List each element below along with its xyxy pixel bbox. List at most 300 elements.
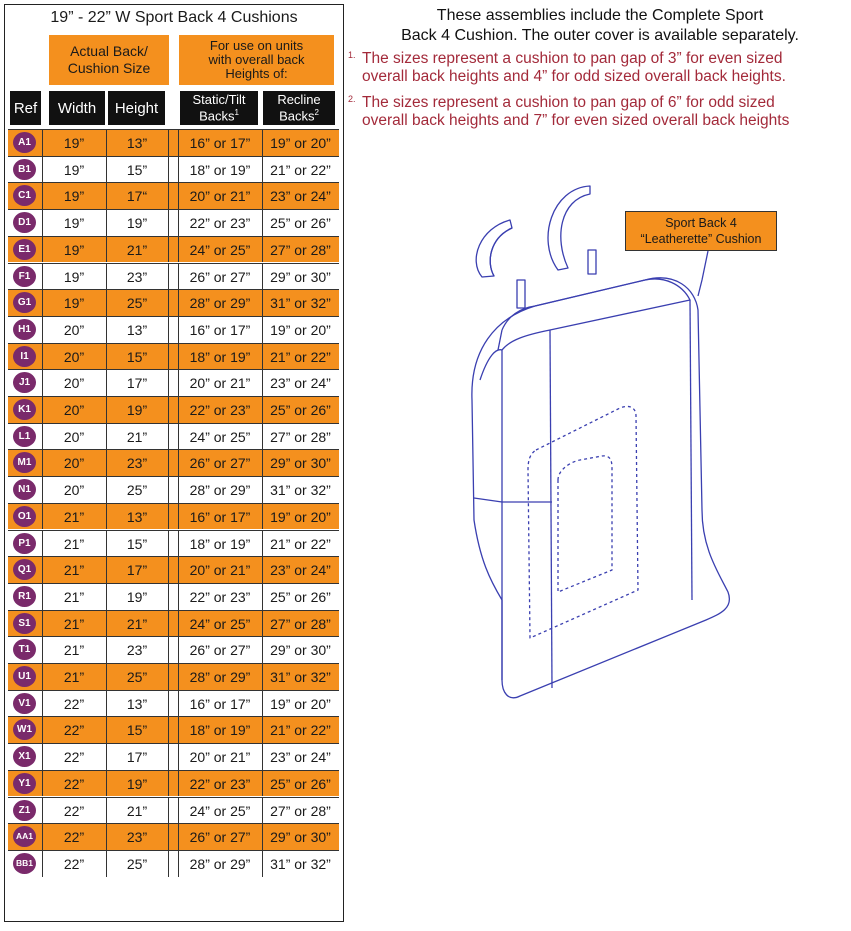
column-divider: [106, 557, 107, 583]
column-divider: [168, 397, 169, 423]
column-divider: [262, 130, 263, 156]
cell-height: 15”: [126, 535, 148, 552]
column-divider: [262, 317, 263, 343]
cell-static: 22” or 23”: [189, 402, 251, 418]
cell-static: 18” or 19”: [189, 161, 251, 178]
ref-badge: Z1: [13, 800, 36, 821]
col-header-ref: Ref: [10, 91, 41, 125]
cell-static: 18” or 19”: [189, 722, 251, 739]
column-divider: [178, 424, 179, 450]
cell-recline: 27” or 28”: [270, 428, 331, 445]
column-divider: [262, 664, 263, 690]
cell-width: 22”: [63, 722, 85, 739]
column-divider: [106, 397, 107, 423]
column-divider: [42, 210, 43, 236]
column-divider: [42, 851, 43, 877]
column-divider: [262, 637, 263, 663]
column-divider: [262, 183, 263, 209]
footnote-1: [348, 50, 850, 86]
column-divider: [106, 157, 107, 183]
cell-static: 20” or 21”: [189, 562, 251, 579]
column-divider: [42, 450, 43, 476]
column-divider: [168, 611, 169, 637]
column-divider: [262, 210, 263, 236]
column-divider: [178, 824, 179, 850]
column-divider: [178, 183, 179, 209]
column-divider: [168, 531, 169, 557]
cell-width: 19”: [63, 241, 85, 258]
column-divider: [106, 664, 107, 690]
table-row: [8, 263, 339, 290]
cell-recline: 25” or 26”: [270, 775, 331, 792]
column-divider: [178, 290, 179, 316]
table-row: [8, 236, 339, 263]
column-divider: [178, 157, 179, 183]
actual-size-header-line1: Actual Back/: [70, 43, 148, 59]
table-row: [8, 850, 339, 877]
column-divider: [168, 344, 169, 370]
column-divider: [168, 691, 169, 717]
column-divider: [262, 397, 263, 423]
cell-recline: 27” or 28”: [270, 241, 331, 258]
column-divider: [106, 531, 107, 557]
cell-width: 21”: [63, 508, 85, 525]
table-row: [8, 770, 339, 797]
cell-static: 26” or 27”: [189, 642, 251, 659]
ref-badge: F1: [13, 266, 36, 287]
column-divider: [178, 531, 179, 557]
column-divider: [42, 397, 43, 423]
cell-static: 24” or 25”: [189, 428, 251, 445]
cell-height: 21”: [126, 802, 148, 819]
column-divider: [178, 370, 179, 396]
column-divider: [106, 317, 107, 343]
cell-static: 28” or 29”: [189, 669, 251, 685]
cell-recline: 27” or 28”: [270, 802, 331, 819]
cell-recline: 25” or 26”: [270, 402, 331, 418]
column-divider: [178, 397, 179, 423]
table-row: [8, 503, 339, 530]
use-header-line1: For use on units: [209, 38, 304, 53]
ref-badge: V1: [13, 693, 36, 714]
column-divider: [168, 798, 169, 824]
column-divider: [42, 424, 43, 450]
actual-size-header-line2: Cushion Size: [67, 60, 151, 76]
column-divider: [168, 584, 169, 610]
cell-recline: 29” or 30”: [270, 268, 331, 285]
ref-badge: I1: [13, 346, 36, 367]
column-divider: [262, 424, 263, 450]
column-divider: [262, 531, 263, 557]
cell-height: 13”: [126, 321, 148, 338]
ref-badge: AA1: [13, 826, 36, 847]
table-row: [8, 449, 339, 476]
column-divider: [106, 691, 107, 717]
use-header-line3: Heights of:: [225, 66, 288, 81]
column-divider: [168, 557, 169, 583]
inner-panel-dashed: [528, 406, 638, 638]
column-divider: [42, 611, 43, 637]
column-divider: [178, 504, 179, 530]
col-header-width: Width: [49, 91, 105, 125]
cell-recline: 19” or 20”: [270, 508, 331, 525]
table-row: [8, 156, 339, 183]
cell-width: 20”: [63, 321, 85, 338]
column-divider: [168, 264, 169, 290]
table-row: [8, 182, 339, 209]
cell-static: 16” or 17”: [189, 135, 251, 151]
column-divider: [168, 824, 169, 850]
cell-width: 22”: [63, 829, 85, 846]
column-divider: [42, 557, 43, 583]
column-divider: [42, 183, 43, 209]
table-row: [8, 823, 339, 850]
column-divider: [106, 611, 107, 637]
column-divider: [106, 637, 107, 663]
column-divider: [178, 611, 179, 637]
column-divider: [262, 477, 263, 503]
ref-badge: L1: [13, 426, 36, 447]
cell-recline: 21” or 22”: [270, 161, 331, 178]
column-divider: [42, 344, 43, 370]
cell-recline: 25” or 26”: [270, 588, 331, 605]
ref-badge: J1: [13, 372, 36, 393]
column-divider: [168, 290, 169, 316]
column-divider: [42, 744, 43, 770]
table-row: [8, 209, 339, 236]
table-row: [8, 556, 339, 583]
cell-static: 20” or 21”: [189, 749, 251, 766]
ref-badge: K1: [13, 399, 36, 420]
cell-width: 20”: [63, 402, 85, 418]
column-divider: [106, 851, 107, 877]
ref-badge: E1: [13, 239, 36, 260]
column-divider: [262, 237, 263, 263]
cell-recline: 31” or 32”: [270, 669, 331, 685]
cell-width: 20”: [63, 482, 85, 499]
column-divider: [178, 317, 179, 343]
column-divider: [168, 664, 169, 690]
cell-static: 24” or 25”: [189, 241, 251, 258]
column-divider: [178, 557, 179, 583]
column-divider: [262, 798, 263, 824]
right-hook: [548, 186, 590, 270]
column-divider: [178, 477, 179, 503]
cell-width: 19”: [63, 295, 85, 312]
cell-recline: 29” or 30”: [270, 829, 331, 846]
column-divider: [178, 344, 179, 370]
cushion-size-table: [4, 4, 344, 922]
cell-height: 25”: [126, 295, 148, 312]
table-row: [8, 610, 339, 637]
cell-width: 21”: [63, 562, 85, 579]
use-header-line2: with overall back: [208, 52, 305, 67]
column-divider: [42, 691, 43, 717]
cell-width: 22”: [63, 749, 85, 766]
cell-width: 22”: [63, 855, 85, 872]
cell-recline: 21” or 22”: [270, 722, 331, 739]
column-divider: [168, 210, 169, 236]
column-divider: [106, 237, 107, 263]
column-divider: [42, 798, 43, 824]
column-divider: [262, 744, 263, 770]
cell-static: 16” or 17”: [189, 695, 251, 712]
column-divider: [178, 798, 179, 824]
cell-height: 17”: [126, 749, 148, 766]
cell-height: 25”: [126, 482, 148, 499]
cell-static: 20” or 21”: [189, 188, 251, 205]
column-divider: [178, 130, 179, 156]
static-tilt-footnote: 1: [234, 108, 239, 118]
cell-static: 18” or 19”: [189, 535, 251, 552]
column-divider: [106, 370, 107, 396]
ref-badge: P1: [13, 533, 36, 554]
cell-width: 21”: [63, 615, 85, 632]
cell-height: 15”: [126, 348, 148, 365]
column-divider: [168, 237, 169, 263]
ref-badge: R1: [13, 586, 36, 607]
column-divider: [42, 664, 43, 690]
column-divider: [106, 824, 107, 850]
col-header-height: Height: [108, 91, 165, 125]
col-header-static-tilt: [180, 91, 258, 125]
cell-height: 19”: [126, 775, 148, 792]
cell-recline: 23” or 24”: [270, 562, 331, 579]
column-divider: [178, 664, 179, 690]
ref-badge: U1: [13, 666, 36, 687]
column-divider: [262, 717, 263, 743]
cell-width: 19”: [63, 188, 85, 205]
ref-badge: H1: [13, 319, 36, 340]
column-divider: [168, 637, 169, 663]
cell-width: 21”: [63, 588, 85, 605]
cell-recline: 23” or 24”: [270, 375, 331, 392]
cell-static: 26” or 27”: [189, 268, 251, 285]
column-divider: [42, 771, 43, 797]
static-tilt-line1: Static/Tilt: [192, 92, 246, 108]
table-row: [8, 369, 339, 396]
cell-width: 20”: [63, 375, 85, 392]
cell-width: 21”: [63, 669, 85, 685]
cell-recline: 31” or 32”: [270, 855, 331, 872]
cell-static: 22” or 23”: [189, 775, 251, 792]
cell-static: 28” or 29”: [189, 482, 251, 499]
column-divider: [42, 157, 43, 183]
static-tilt-line2: Backs: [199, 108, 235, 124]
left-hook-inner: [490, 228, 512, 276]
column-divider: [168, 450, 169, 476]
footnote-2-line2: overall back heights and 7” for even sized overall back heights: [362, 112, 790, 129]
leatherette-cushion-callout: [625, 211, 777, 251]
table-row: [8, 476, 339, 503]
table-row: [8, 129, 339, 156]
cell-height: 15”: [126, 161, 148, 178]
cell-recline: 19” or 20”: [270, 695, 331, 712]
cell-recline: 27” or 28”: [270, 615, 331, 632]
table-row: [8, 396, 339, 423]
column-divider: [42, 824, 43, 850]
intro-line1: These assemblies include the Complete Sport: [436, 7, 764, 24]
footnote-2-number: 2.: [348, 94, 356, 104]
cell-width: 21”: [63, 535, 85, 552]
cell-recline: 25” or 26”: [270, 215, 331, 232]
column-divider: [106, 183, 107, 209]
column-divider: [106, 477, 107, 503]
cell-height: 19”: [126, 588, 148, 605]
cell-height: 17“: [126, 188, 148, 205]
ref-badge: Q1: [13, 559, 36, 580]
cell-recline: 31” or 32”: [270, 482, 331, 499]
column-divider: [106, 744, 107, 770]
cell-height: 25”: [126, 669, 148, 685]
column-divider: [42, 130, 43, 156]
callout-leader: [698, 251, 708, 296]
column-divider: [178, 450, 179, 476]
cell-width: 20”: [63, 455, 85, 472]
intro-text: [350, 6, 850, 46]
ref-badge: G1: [13, 292, 36, 313]
column-divider: [262, 157, 263, 183]
cell-width: 21”: [63, 642, 85, 659]
column-divider: [262, 691, 263, 717]
cell-recline: 31” or 32”: [270, 295, 331, 312]
column-divider: [168, 370, 169, 396]
column-divider: [262, 824, 263, 850]
table-title: 19” - 22” W Sport Back 4 Cushions: [50, 9, 298, 26]
intro-line2: Back 4 Cushion. The outer cover is available separately.: [401, 27, 799, 44]
footnote-2: [348, 94, 850, 130]
cell-static: 28” or 29”: [189, 855, 251, 872]
cell-height: 17”: [126, 562, 148, 579]
column-divider: [42, 531, 43, 557]
column-divider: [106, 344, 107, 370]
column-divider: [262, 611, 263, 637]
ref-badge: B1: [13, 159, 36, 180]
cell-width: 22”: [63, 695, 85, 712]
table-row: [8, 530, 339, 557]
column-divider: [168, 717, 169, 743]
ref-badge: A1: [13, 132, 36, 153]
cell-recline: 23” or 24”: [270, 188, 331, 205]
ref-badge: W1: [13, 719, 36, 740]
column-divider: [106, 717, 107, 743]
column-divider: [178, 691, 179, 717]
cell-recline: 21” or 22”: [270, 348, 331, 365]
cell-height: 17”: [126, 375, 148, 392]
cell-width: 19”: [63, 161, 85, 178]
cell-height: 13”: [126, 135, 148, 151]
cell-static: 26” or 27”: [189, 829, 251, 846]
ref-badge: Y1: [13, 773, 36, 794]
ref-badge: O1: [13, 506, 36, 527]
cell-static: 16” or 17”: [189, 321, 251, 338]
column-divider: [168, 130, 169, 156]
cell-height: 19”: [126, 402, 148, 418]
footnote-1-number: 1.: [348, 50, 356, 60]
column-divider: [42, 477, 43, 503]
column-header-row: [8, 89, 339, 127]
column-divider: [168, 477, 169, 503]
cell-static: 28” or 29”: [189, 295, 251, 312]
ref-badge: C1: [13, 185, 36, 206]
callout-line2: “Leatherette” Cushion: [640, 232, 762, 246]
recline-line1: Recline: [277, 92, 321, 108]
ref-badge: D1: [13, 212, 36, 233]
column-divider: [262, 264, 263, 290]
column-divider: [106, 290, 107, 316]
column-divider: [168, 744, 169, 770]
table-row: [8, 663, 339, 690]
column-divider: [106, 798, 107, 824]
ref-badge: X1: [13, 746, 36, 767]
footnote-1-line1: The sizes represent a cushion to pan gap of 3” for even sized: [362, 50, 783, 67]
column-divider: [262, 851, 263, 877]
column-divider: [42, 237, 43, 263]
column-divider: [168, 851, 169, 877]
actual-size-header: [49, 35, 169, 85]
column-divider: [106, 424, 107, 450]
cell-width: 19”: [63, 135, 85, 151]
cell-recline: 19” or 20”: [270, 321, 331, 338]
table-row: [8, 797, 339, 824]
column-divider: [262, 771, 263, 797]
table-row: [8, 743, 339, 770]
cell-width: 20”: [63, 428, 85, 445]
table-row: [8, 343, 339, 370]
column-divider: [42, 584, 43, 610]
right-clip: [588, 250, 596, 274]
column-divider: [262, 370, 263, 396]
column-divider: [106, 771, 107, 797]
cell-height: 21”: [126, 615, 148, 632]
cell-recline: 29” or 30”: [270, 642, 331, 659]
column-divider: [42, 370, 43, 396]
cell-height: 23”: [126, 268, 148, 285]
table-row: [8, 716, 339, 743]
column-divider: [106, 584, 107, 610]
cell-height: 19”: [126, 215, 148, 232]
column-divider: [168, 504, 169, 530]
column-divider: [106, 130, 107, 156]
cell-width: 22”: [63, 802, 85, 819]
ref-badge: M1: [13, 452, 36, 473]
cell-static: 22” or 23”: [189, 588, 251, 605]
footnote-2-line1: The sizes represent a cushion to pan gap of 6” for odd sized: [362, 94, 775, 111]
column-divider: [106, 210, 107, 236]
cell-height: 15”: [126, 722, 148, 739]
column-divider: [262, 290, 263, 316]
table-row: [8, 289, 339, 316]
cell-static: 22” or 23”: [189, 215, 251, 232]
ref-badge: T1: [13, 639, 36, 660]
cell-recline: 21” or 22”: [270, 535, 331, 552]
column-divider: [178, 584, 179, 610]
cell-recline: 23” or 24”: [270, 749, 331, 766]
column-divider: [262, 450, 263, 476]
use-on-units-header: [179, 35, 334, 85]
column-divider: [178, 771, 179, 797]
cell-width: 19”: [63, 268, 85, 285]
cushion-drawing: [440, 180, 760, 720]
column-divider: [106, 450, 107, 476]
cell-height: 21”: [126, 428, 148, 445]
column-divider: [178, 851, 179, 877]
footnote-1-line2: overall back heights and 4” for odd sized overall back heights.: [362, 68, 786, 85]
left-hook: [476, 220, 512, 277]
column-divider: [262, 504, 263, 530]
cell-recline: 19” or 20”: [270, 135, 331, 151]
cell-height: 23”: [126, 829, 148, 846]
